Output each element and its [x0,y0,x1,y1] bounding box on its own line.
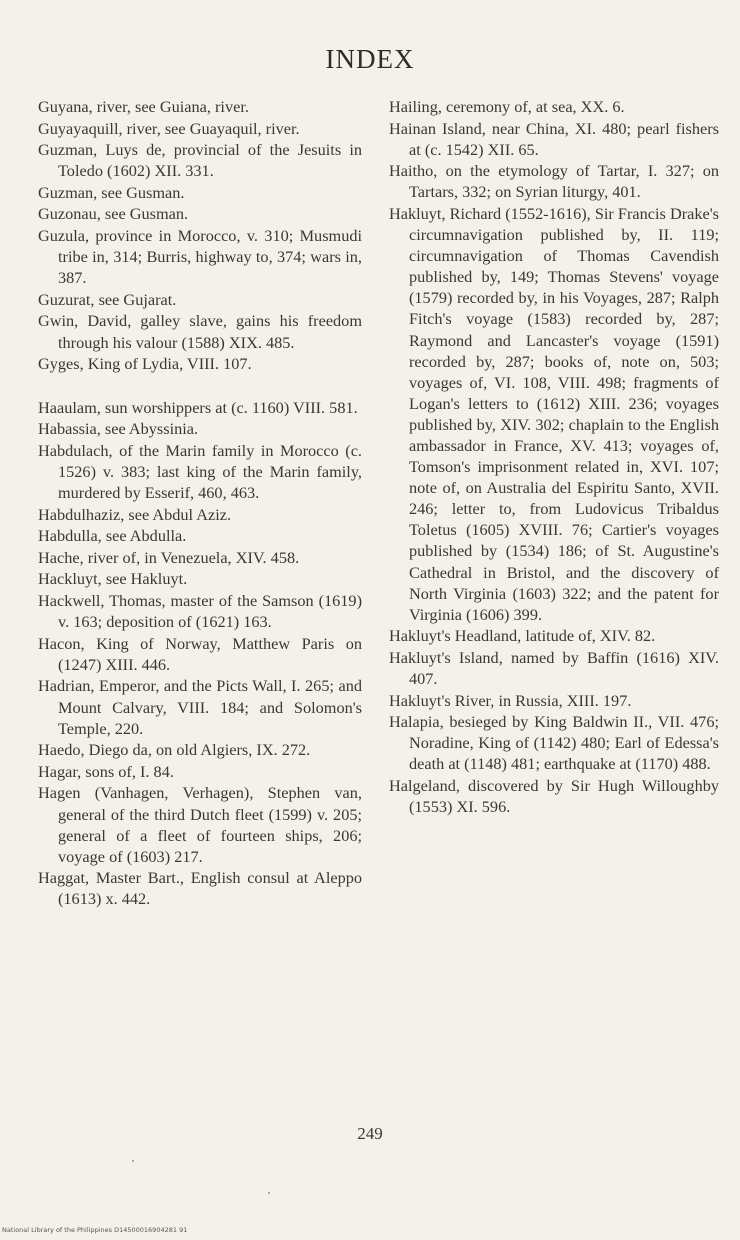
index-entry: Haggat, Master Bart., English consul at Aleppo (1613) x. 442. [38,868,362,909]
section-gap [38,375,362,397]
index-entry: Guzula, province in Morocco, v. 310; Musmudi tribe in, 314; Burris, highway to, 374; wars in, 387. [38,226,362,288]
page-number: 249 [357,1124,383,1143]
index-entry: Hakluyt's Island, named by Baffin (1616) XIV. 407. [389,647,719,689]
index-entry: Hakluyt's River, in Russia, XIII. 197. [389,690,632,710]
index-entry: Gyges, King of Lydia, VIII. 107. [38,354,252,374]
index-entry: Guyana, river, see Guiana, river. [38,97,249,116]
index-entry: Habdulla, see Abdulla. [38,526,187,546]
index-entry: Guzman, see Gusman. [38,182,185,202]
index-entry: Haitho, on the etymology of Tartar, I. 327; on Tartars, 332; on Syrian liturgy, 401. [389,161,719,202]
index-entry: Hagen (Vanhagen, Verhagen), Stephen van, general of the third Dutch fleet (1599) v. 205; general of a fleet of fourteen ships, 206; voyage of (1603) 217. [38,783,362,866]
index-entry: Guyayaquill, river, see Guayaquil, river. [38,118,300,138]
index-entry: Halapia, besieged by King Baldwin II., VII. 476; Noradine, King of (1142) 480; Earl of Edessa's death at (1148) 481; earthquake at (1170) 488. [389,712,719,774]
index-entry: Guzurat, see Gujarat. [38,289,177,309]
index-entry: Habdulhaziz, see Abdul Aziz. [38,504,232,524]
index-entry: Guzman, Luys de, provincial of the Jesuits in Toledo (1602) XII. 331. [38,140,362,181]
index-entry: Haedo, Diego da, on old Algiers, IX. 272. [38,740,311,760]
index-entry: Habassia, see Abyssinia. [38,419,199,439]
library-footer: National Library of the Philippines D14500016904281 91 [2,1226,188,1234]
index-entry: Hache, river of, in Venezuela, XIV. 458. [38,547,300,567]
paper-speck [132,1160,134,1162]
index-entry: Hailing, ceremony of, at sea, XX. 6. [389,97,625,116]
index-entry: Gwin, David, galley slave, gains his freedom through his valour (1588) XIX. 485. [38,311,362,352]
paper-speck [268,1192,270,1194]
index-entry: Hackluyt, see Hakluyt. [38,569,188,589]
index-entry: Haaulam, sun worshippers at (c. 1160) VIII. 581. [38,397,358,417]
index-entry: Hakluyt, Richard (1552-1616), Sir Francis Drake's circumnavigation published by, II. 119; circumnavigation of Thomas Cavendish published by, 149; Thomas Stevens' voyage (1579) recorded by, in his Voyages, 287; Ralph Fitch's voyage (1583) recorded by, 287; Raymond and Lancaster's voyage (1591) recorded by, 287; books of, note on, 503; voyages of, VI. 108, VIII. 498; fragments of Logan's letters to (1612) XIII. 236; voyages published by, XIV. 302; chaplain to the English ambassador in France, XV. 413; voyages of, Tomson's imprisonment related in, XVI. 107; note of, on Australia del Espiritu Santo, XVII. 246; letter to, from Ludovicus Tribaldus Toletus (1605) XVIII. 76; Cartier's voyages published by (1534) 186; of St. Augustine's Cathedral in Bristol, and the discovery of North Virginia (1603) 322; and the patent for Virginia (1606) 399. [389,203,719,624]
index-entry: Hadrian, Emperor, and the Picts Wall, I. 265; and Mount Calvary, VIII. 184; and Solomon's Temple, 220. [38,676,362,738]
right-column [389,96,719,818]
index-entry: Hainan Island, near China, XI. 480; pearl fishers at (c. 1542) XII. 65. [389,118,719,159]
index-entry: Guzonau, see Gusman. [38,204,189,224]
page-title: INDEX [325,44,415,74]
left-column [38,96,362,910]
index-entry: Hagar, sons of, I. 84. [38,761,174,781]
index-entry: Hacon, King of Norway, Matthew Paris on (1247) XIII. 446. [38,633,362,674]
index-entry: Halgeland, discovered by Sir Hugh Willoughby (1553) XI. 596. [389,776,719,817]
index-entry: Habdulach, of the Marin family in Morocco (c. 1526) v. 383; last king of the Marin family, murdered by Esserif, 460, 463. [38,440,362,503]
index-entry: Hakluyt's Headland, latitude of, XIV. 82. [389,626,656,646]
index-entry: Hackwell, Thomas, master of the Samson (1619) v. 163; deposition of (1621) 163. [38,591,362,632]
